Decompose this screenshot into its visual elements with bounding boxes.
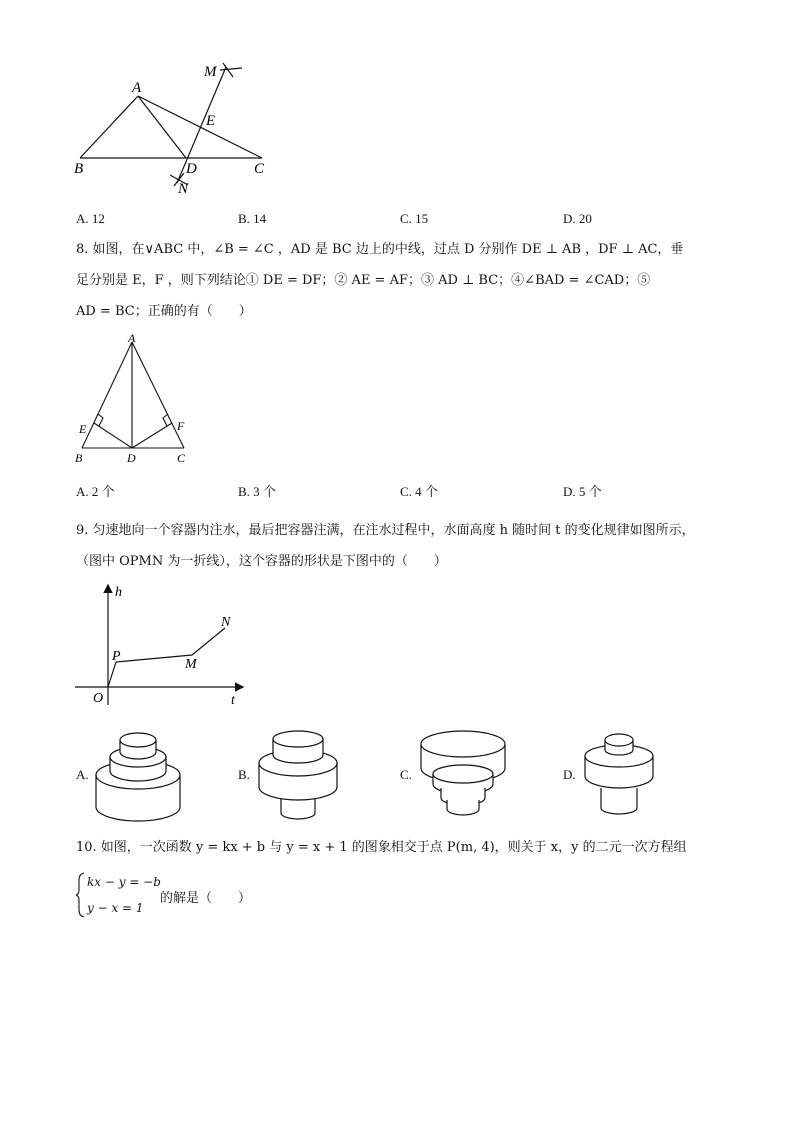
q8-right-angle-f (163, 414, 168, 426)
q8-label-c: C (177, 451, 186, 465)
q10-question-line1: 10. 如图，一次函数 y = kx + b 与 y = x + 1 的图象相交于点 P(m, 4)，则关于 x，y 的二元一次方程组 (76, 840, 687, 855)
q9-label-m: M (185, 657, 197, 672)
q7-segment-ad (138, 96, 186, 158)
q8-label-d: D (127, 451, 136, 465)
q9-question-line2: （图中 OPMN 为一折线），这个容器的形状是下图中的（ ） (76, 554, 447, 569)
q8-question-line1: 8. 如图，在∨ABC 中，∠B = ∠C ，AD 是 BC 边上的中线，过点 D 分别作 DE ⊥ AB ，DF ⊥ AC，垂 (76, 242, 684, 257)
q8-question-line3: AD = BC；正确的有（ ） (76, 304, 252, 319)
q10-left-brace (76, 872, 86, 918)
q8-question-line2: 足分别是 E，F ，则下列结论① DE = DF；② AE = AF；③ AD ⊥ BC；④∠BAD = ∠CAD；⑤ (76, 273, 651, 288)
q10-equation-2: y − x = 1 (87, 901, 144, 915)
q7-label-a: A (132, 80, 142, 96)
q7-figure (70, 55, 290, 200)
q10-question-tail: 的解是（ ） (160, 891, 252, 906)
q8-label-a: A (128, 331, 136, 345)
q9-label-p: P (112, 649, 121, 664)
q8-right-angle-e (98, 414, 103, 426)
q7-label-d: D (186, 161, 197, 177)
q10-equation-system (76, 872, 161, 918)
q7-label-e: E (206, 113, 216, 129)
q8-option-a: A. 2 个 (76, 484, 115, 499)
q7-label-b: B (74, 161, 84, 177)
q10-equation-1: kx − y = −b (87, 875, 161, 889)
q9-question-line1: 9. 匀速地向一个容器内注水，最后把容器注满，在注水过程中，水面高度 h 随时间 t 的变化规律如图所示， (76, 523, 695, 538)
q9-option-d-label: D. (563, 767, 576, 782)
q8-label-b: B (75, 451, 83, 465)
q9-container-b (253, 725, 343, 825)
q7-arc-m (220, 68, 242, 70)
q7-label-m: M (204, 64, 217, 80)
q9-label-t: t (231, 693, 235, 708)
q7-segment-ab (80, 96, 138, 158)
q8-option-d: D. 5 个 (563, 484, 602, 499)
q8-figure (72, 330, 197, 470)
q8-segment-de (94, 423, 132, 448)
q7-option-d: D. 20 (563, 211, 592, 226)
q9-label-h: h (115, 585, 122, 600)
q8-label-f: F (177, 419, 185, 433)
q7-option-b: B. 14 (238, 211, 267, 226)
q9-container-d (579, 728, 659, 823)
q7-label-n: N (178, 181, 189, 197)
q7-option-a: A. 12 (76, 211, 105, 226)
q9-graph (70, 580, 260, 710)
q8-segment-df (132, 423, 172, 448)
q9-option-c-label: C. (400, 767, 412, 782)
q9-polyline-opmn (108, 628, 225, 687)
q8-label-e: E (79, 422, 87, 436)
q9-label-n: N (221, 615, 231, 630)
q8-option-c: C. 4 个 (400, 484, 438, 499)
q7-option-c: C. 15 (400, 211, 429, 226)
q9-container-c (417, 728, 509, 822)
q7-label-c: C (254, 161, 265, 177)
q9-option-b-label: B. (238, 767, 250, 782)
q8-option-b: B. 3 个 (238, 484, 276, 499)
q9-label-o: O (93, 691, 104, 706)
q9-option-a-label: A. (76, 767, 89, 782)
q7-line-mn (177, 67, 226, 183)
q7-segment-ac (138, 96, 262, 158)
q9-container-a (92, 725, 184, 827)
